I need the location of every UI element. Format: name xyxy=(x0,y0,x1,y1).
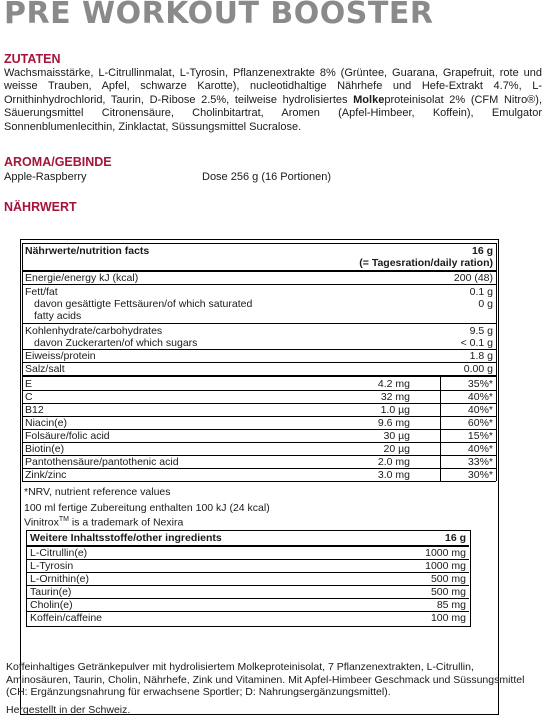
vitamin-label: Zink/zinc xyxy=(25,469,67,481)
vitamin-row xyxy=(22,417,496,429)
vitamin-row xyxy=(22,430,496,442)
table-row xyxy=(22,337,496,349)
row-value: 1000 mg xyxy=(425,560,466,572)
trademark-rest: is a trademark of Nexira xyxy=(68,516,184,529)
row-value: 1000 mg xyxy=(425,547,466,559)
ingredients-part2: proteinisolat 2% (CFM Nitro®), Säuerungsmittel Citronensäure, Cholinbitartrat, Aromen (Apfel-Himbeer, Koffein), Emulgator Sonnenblumenlecithin, Zinklactat, Süssungsmittel Sucralose. xyxy=(4,93,543,133)
table-row xyxy=(27,612,469,624)
row-value: 0.1 g xyxy=(469,286,493,298)
vitamin-amount: 2.0 mg xyxy=(377,456,410,468)
origin-note: Hergestellt in der Schweiz. xyxy=(6,704,131,716)
nutrition-header-row xyxy=(22,245,496,257)
table-row xyxy=(22,272,496,284)
vitamin-amount: 20 µg xyxy=(383,443,410,455)
aroma-line xyxy=(4,171,331,183)
aroma-package: Dose 256 g (16 Portionen) xyxy=(202,171,332,183)
nutrition-header-sub-row xyxy=(22,257,496,269)
table-row xyxy=(27,573,469,585)
table-row xyxy=(27,586,469,598)
table-row xyxy=(22,286,496,298)
ingredients-part1: Wachsmaisstärke, L-Citrullinmalat, L-Tyrosin, Pflanzenextrakte 8% (Grüntee, Guarana, Grapefruit, rote und weisse Trauben, Apfel, schwarze Karotte), nucleotidhaltige Nährhefe und Hefe-Extrakt 4.7%, L-Ornithinhydrochlorid, Taurin, D-Ribose 2.5%, teilweise hydrolisiertes xyxy=(4,67,542,106)
vitamin-amount: 30 µg xyxy=(383,430,410,442)
trademark-sup: TM xyxy=(58,516,69,523)
vitamin-row xyxy=(22,404,496,416)
row-value: 0.00 g xyxy=(463,363,493,375)
other-header-amount: 16 g xyxy=(444,532,466,544)
row-label: fatty acids xyxy=(34,310,82,322)
table-row xyxy=(27,547,469,559)
table-row xyxy=(22,310,496,322)
vitamin-label: Pantothensäure/pantothenic acid xyxy=(25,456,179,468)
row-label: Salz/salt xyxy=(25,363,65,375)
row-label: Eiweiss/protein xyxy=(25,350,96,362)
vitamin-label: C xyxy=(25,391,33,403)
row-label: Koffein/caffeine xyxy=(30,612,103,624)
vitamin-label: Biotin(e) xyxy=(25,443,65,455)
vitamin-amount: 1.0 µg xyxy=(380,404,410,416)
vitamin-label: Folsäure/folic acid xyxy=(25,430,110,442)
vitamin-nrv: 30%* xyxy=(467,469,493,481)
vitamin-amount: 3.0 mg xyxy=(377,469,410,481)
row-label: Cholin(e) xyxy=(30,599,73,611)
vitamin-amount: 4.2 mg xyxy=(377,378,410,390)
vitamin-nrv: 15%* xyxy=(467,430,493,442)
row-value: 9.5 g xyxy=(469,325,493,337)
row-label: L-Tyrosin xyxy=(30,560,74,572)
nutrition-heading: NÄHRWERT xyxy=(4,200,77,214)
vitamin-nrv: 40%* xyxy=(467,443,493,455)
prep-note: 100 ml fertige Zubereitung enthalten 100 kJ (24 kcal) xyxy=(24,502,270,514)
row-value: 200 (48) xyxy=(453,272,493,284)
table-row xyxy=(22,325,496,337)
table-row xyxy=(22,298,496,310)
vitamin-row xyxy=(22,391,496,403)
row-label: Fett/fat xyxy=(25,286,58,298)
ingredients-bold: Molke xyxy=(353,93,385,106)
row-label: Taurin(e) xyxy=(30,586,72,598)
vitamin-nrv: 40%* xyxy=(467,404,493,416)
ingredients-text xyxy=(4,67,542,134)
nrv-note: *NRV, nutrient reference values xyxy=(24,486,171,498)
vitamin-nrv: 40%* xyxy=(467,391,493,403)
vitamin-row xyxy=(22,469,496,481)
row-label: davon Zuckerarten/of which sugars xyxy=(34,337,198,349)
other-header-row xyxy=(27,532,469,544)
table-row xyxy=(27,599,469,611)
vitamin-amount: 9.6 mg xyxy=(377,417,410,429)
nutrition-header-amount: 16 g xyxy=(471,245,493,257)
row-label: Kohlenhydrate/carbohydrates xyxy=(25,325,163,337)
table-row xyxy=(22,350,496,362)
row-value: 85 mg xyxy=(436,599,466,611)
vitamin-label: B12 xyxy=(25,404,44,416)
vitamin-label: Niacin(e) xyxy=(25,417,68,429)
nutrition-right-border xyxy=(496,243,497,481)
row-value: < 0.1 g xyxy=(460,337,493,349)
page-title: PRE WORKOUT BOOSTER xyxy=(4,0,434,31)
table-row xyxy=(22,363,496,375)
vitamin-row xyxy=(22,443,496,455)
row-value: 500 mg xyxy=(430,586,466,598)
vitamin-amount: 32 mg xyxy=(380,391,410,403)
trademark-brand: Vinitrox xyxy=(24,516,59,529)
other-header-label: Weitere Inhaltsstoffe/other ingredients xyxy=(30,532,222,544)
vitamin-row xyxy=(22,456,496,468)
row-divider xyxy=(22,323,496,324)
vitamin-nrv: 60%* xyxy=(467,417,493,429)
nutrition-bottom-border xyxy=(22,481,496,482)
row-label: Energie/energy kJ (kcal) xyxy=(25,272,139,284)
vitamin-nrv: 35%* xyxy=(467,378,493,390)
vitamin-nrv: 33%* xyxy=(467,456,493,468)
nutrition-header-sub: (= Tagesration/daily ration) xyxy=(359,257,493,269)
ingredients-heading: ZUTATEN xyxy=(4,52,61,66)
row-value: 0 g xyxy=(478,298,493,310)
row-label: davon gesättigte Fettsäuren/of which saturated xyxy=(34,298,253,310)
nutrition-header-label: Nährwerte/nutrition facts xyxy=(25,245,150,257)
trademark-note xyxy=(24,516,183,529)
table-row xyxy=(27,560,469,572)
aroma-heading: AROMA/GEBINDE xyxy=(4,155,112,169)
row-label: L-Ornithin(e) xyxy=(30,573,89,585)
row-value: 500 mg xyxy=(430,573,466,585)
row-label: L-Citrullin(e) xyxy=(30,547,88,559)
nutrition-top-border xyxy=(22,243,496,244)
row-value: 1.8 g xyxy=(469,350,493,362)
product-description: Koffeinhaltiges Getränkepulver mit hydrolisiertem Molkeproteinisolat, 7 Pflanzenextrakten, L-Citrullin, Aminosäuren, Taurin, Cholin, Nährhefe, Zink und Vitaminen. Mit Apfel-Himbeer Geschmack und Süssungsmittel (CH: Ergänzungsnahrung für erwachsene Sportler; D: Nahrungsergänzungsmittel). xyxy=(6,661,525,698)
row-value: 100 mg xyxy=(430,612,466,624)
aroma-flavor: Apple-Raspberry xyxy=(4,171,87,183)
row-divider xyxy=(22,284,496,285)
vitamin-label: E xyxy=(25,378,33,390)
vitamin-row xyxy=(22,378,496,390)
vitamin-section-divider xyxy=(22,375,496,377)
